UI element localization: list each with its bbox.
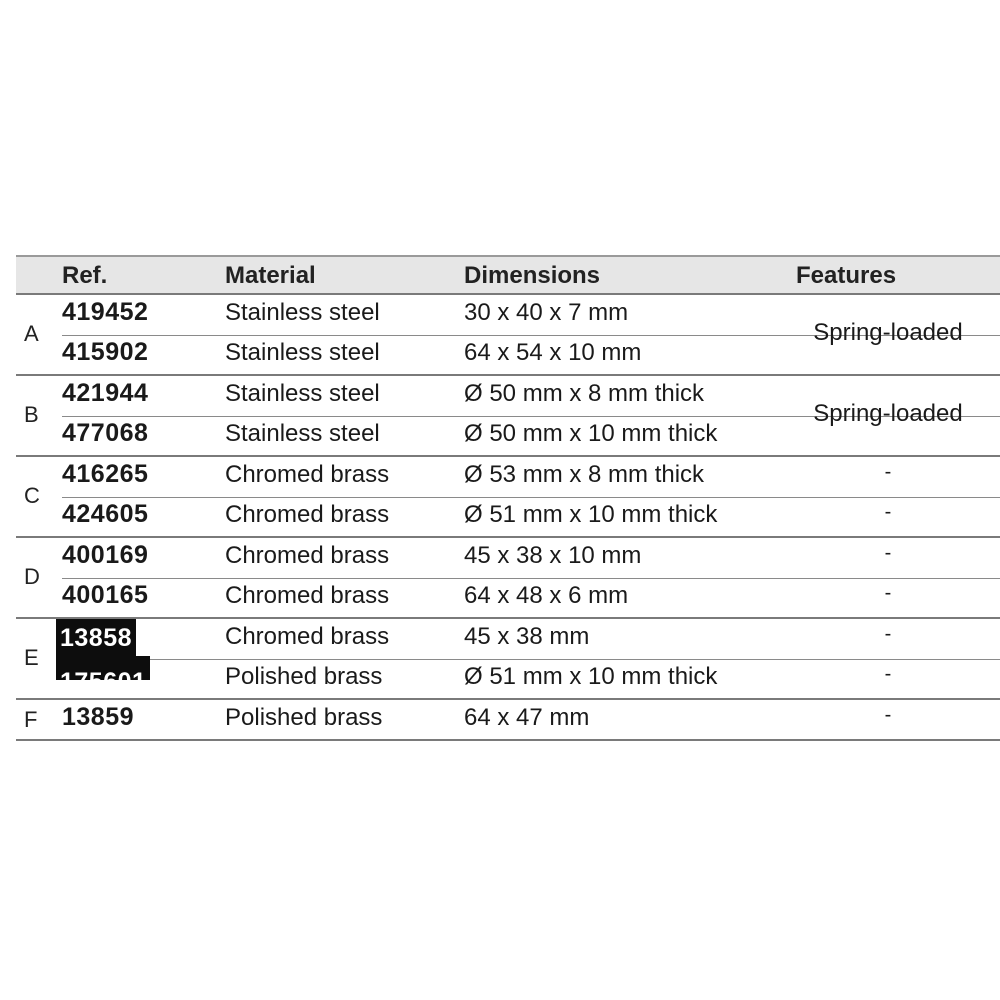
group-f [16,700,1000,741]
table-row [16,700,1000,740]
table-row [16,619,1000,659]
ref-cell: 421944 [62,379,149,407]
dimensions-cell: 64 x 54 x 10 mm [464,339,642,366]
feature-cell: - [884,582,892,604]
group-b [16,376,1000,457]
table-header [16,255,1000,295]
feature-cell: - [884,663,892,685]
material-cell: Chromed brass [225,461,390,488]
ref-cell: 400165 [62,581,149,609]
material-cell: Polished brass [225,704,383,731]
ref-cell: 424605 [62,500,149,528]
table-row [16,578,1000,618]
group-a [16,295,1000,376]
group-letter: F [24,707,38,732]
feature-cell: - [884,542,892,564]
ref-cell-obscured [56,656,150,696]
ref-cell-highlighted: 13858 [56,619,136,657]
material-cell: Polished brass [225,663,383,690]
material-cell: Chromed brass [225,623,390,650]
dimensions-cell: Ø 51 mm x 10 mm thick [464,663,718,690]
dimensions-cell: Ø 50 mm x 8 mm thick [464,380,705,407]
feature-cell: Spring-loaded [813,319,963,346]
table-row [16,457,1000,497]
table-row [16,659,1000,699]
material-cell: Chromed brass [225,542,390,569]
group-e [16,619,1000,700]
feature-cell: - [884,501,892,523]
group-letter: A [24,321,39,346]
material-cell: Stainless steel [225,420,380,447]
header-material: Material [225,262,316,289]
ref-cell: 415902 [62,338,149,366]
ref-cell: 416265 [62,460,149,488]
product-table [16,255,1000,741]
dimensions-cell: 45 x 38 mm [464,623,590,650]
material-cell: Stainless steel [225,380,380,407]
group-c [16,457,1000,538]
dimensions-cell: 64 x 48 x 6 mm [464,582,629,609]
header-features: Features [796,262,897,289]
table-row [16,497,1000,537]
ref-cell: 13859 [62,703,135,731]
ref-cell: 400169 [62,541,149,569]
dimensions-cell: 64 x 47 mm [464,704,590,731]
ref-cell: 419452 [62,298,149,326]
dimensions-cell: 30 x 40 x 7 mm [464,299,629,326]
dimensions-cell: 45 x 38 x 10 mm [464,542,642,569]
feature-cell: - [884,461,892,483]
ref-cell: 477068 [62,419,149,447]
header-dimensions: Dimensions [464,262,601,289]
group-letter: B [24,402,39,427]
header-ref: Ref. [62,262,108,289]
dimensions-cell: Ø 53 mm x 8 mm thick [464,461,705,488]
material-cell: Stainless steel [225,299,380,326]
group-letter: D [24,564,40,589]
ref-text: 175601 [60,668,147,696]
group-letter: E [24,645,39,670]
dimensions-cell: Ø 51 mm x 10 mm thick [464,501,718,528]
material-cell: Chromed brass [225,582,390,609]
feature-cell: Spring-loaded [813,400,963,427]
material-cell: Chromed brass [225,501,390,528]
material-cell: Stainless steel [225,339,380,366]
feature-cell: - [884,704,892,726]
group-d [16,538,1000,619]
table-row [16,538,1000,578]
feature-cell: - [884,623,892,645]
group-letter: C [24,483,40,508]
dimensions-cell: Ø 50 mm x 10 mm thick [464,420,718,447]
